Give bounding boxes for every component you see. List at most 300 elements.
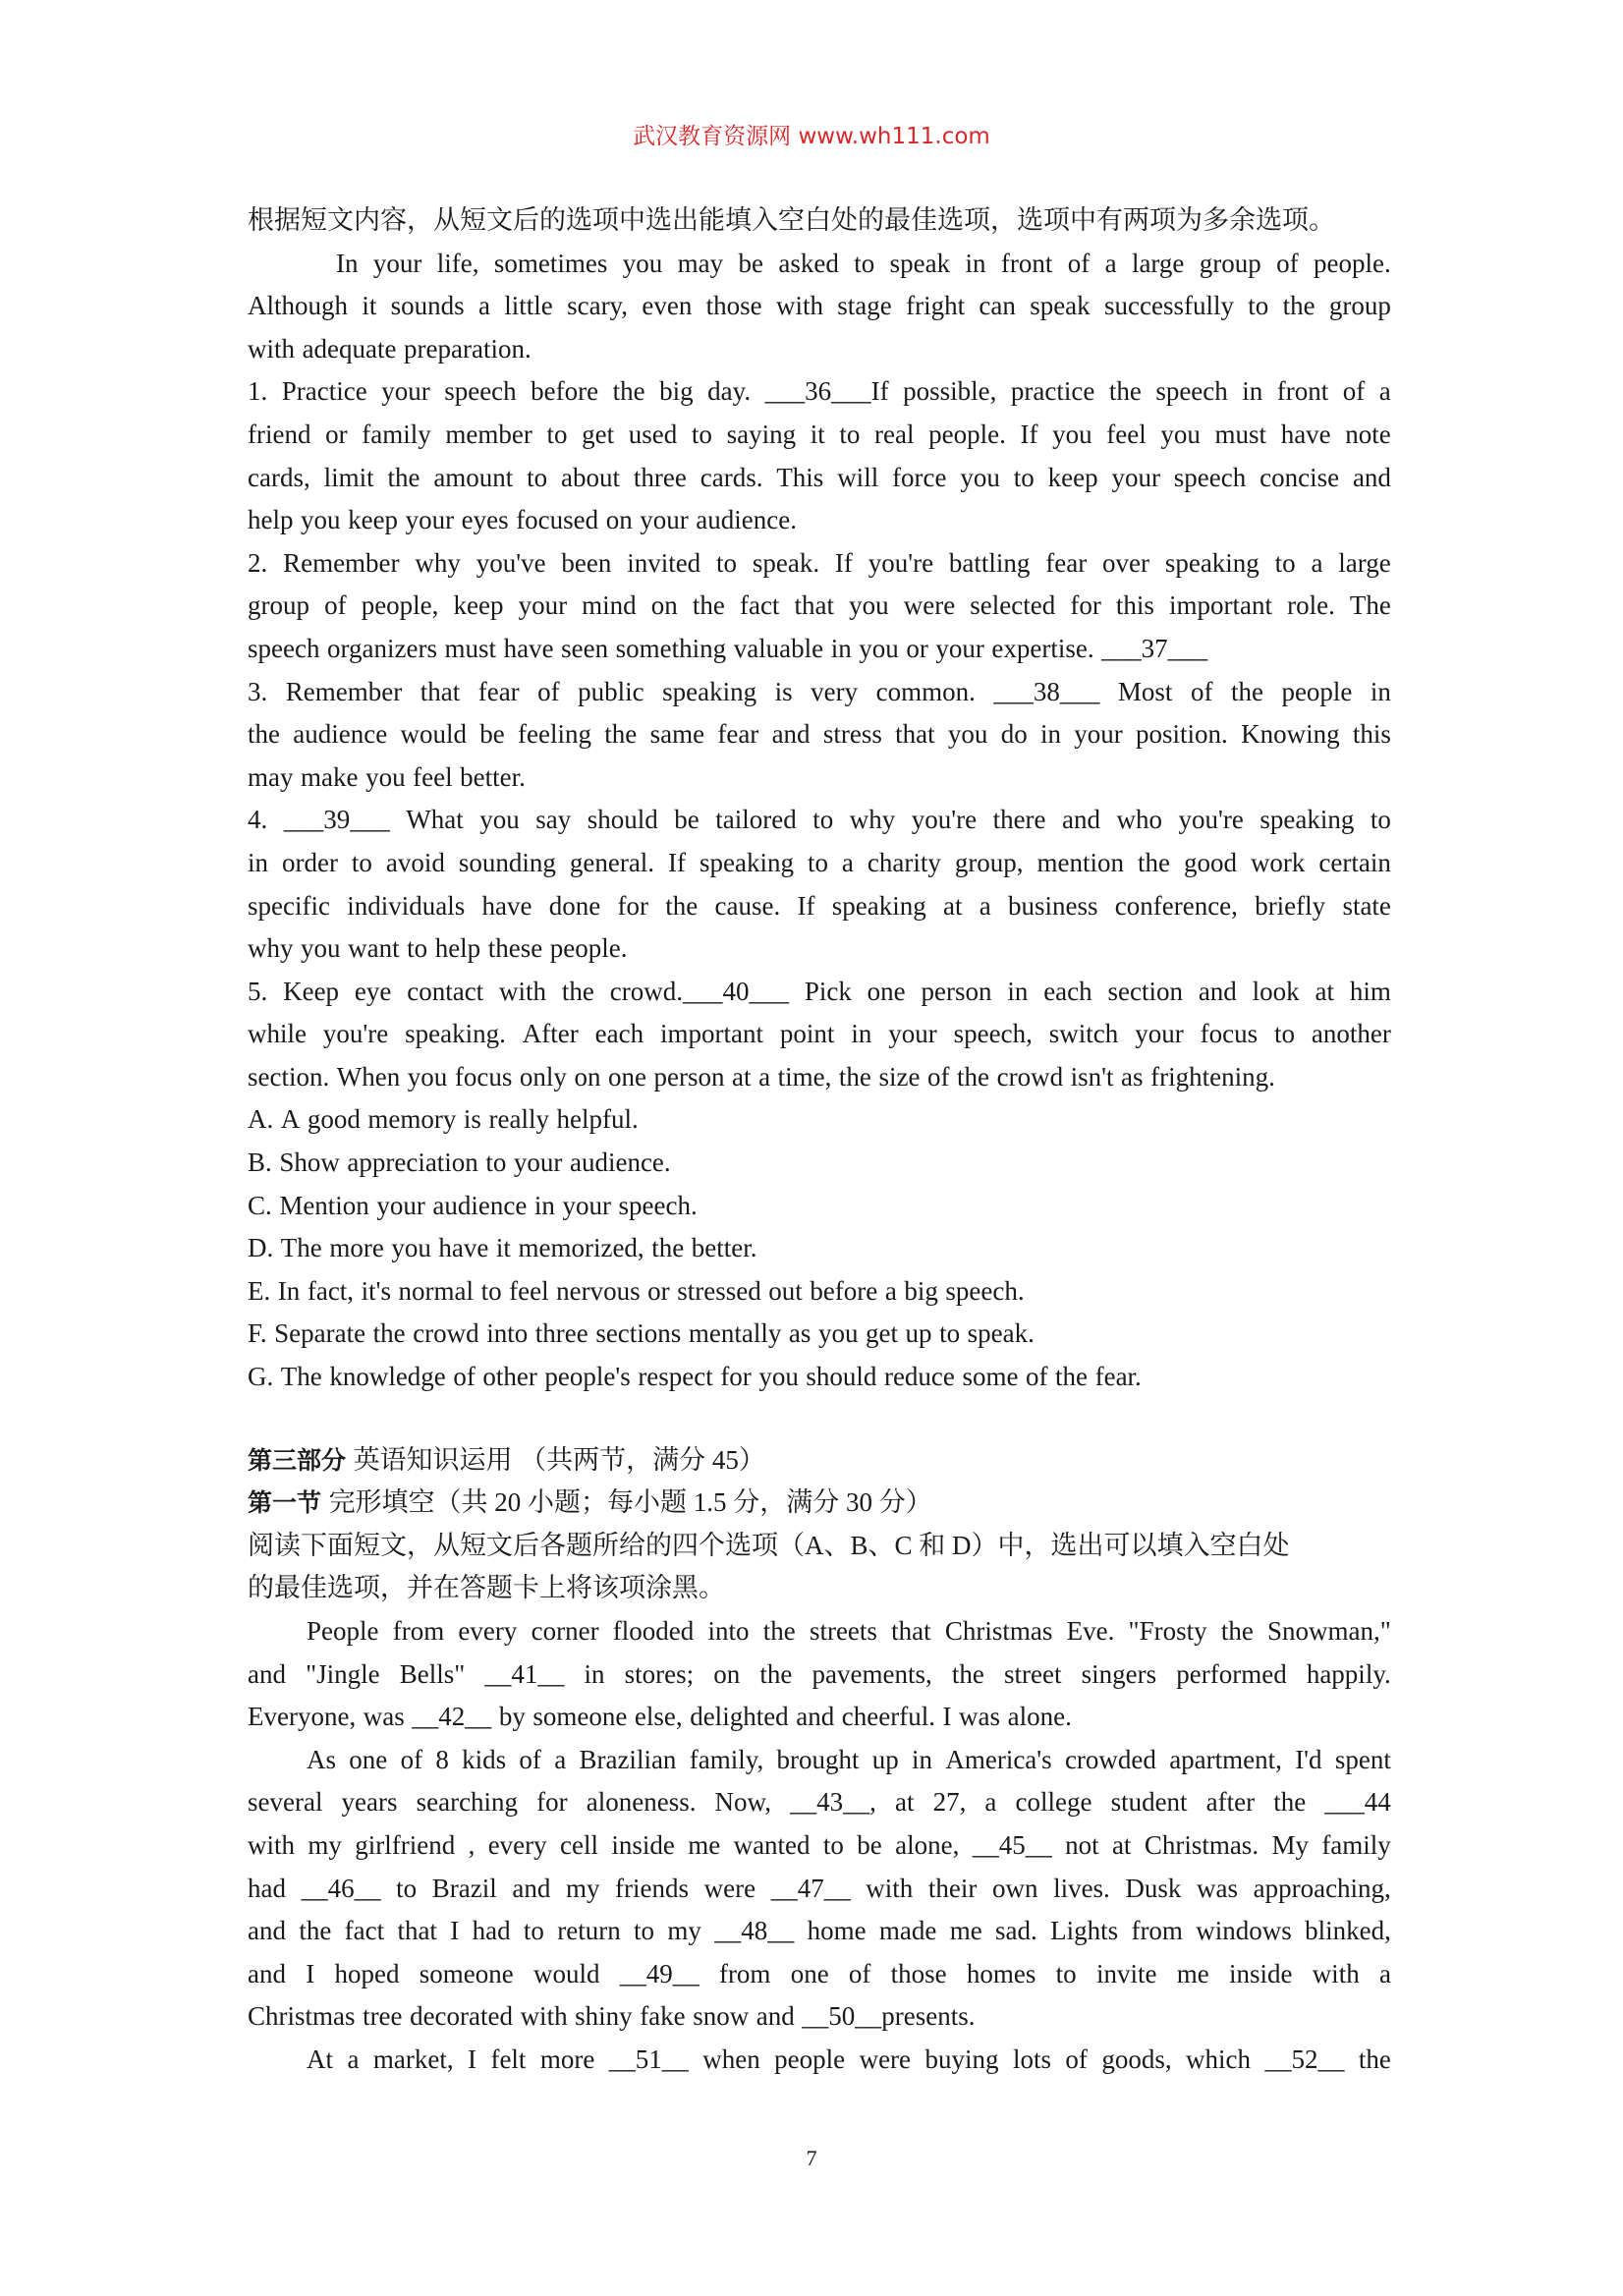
word: front xyxy=(1000,248,1053,278)
word: fact xyxy=(739,590,780,621)
word: you xyxy=(817,1318,859,1349)
word: into xyxy=(486,1318,529,1349)
word: stress xyxy=(822,719,882,750)
word: in xyxy=(584,1658,605,1689)
word: other xyxy=(482,1362,537,1392)
text-line xyxy=(248,542,1391,586)
word: a xyxy=(477,291,490,321)
word: 3. xyxy=(248,676,268,706)
word: hoped xyxy=(334,1958,400,1988)
word: note xyxy=(1345,419,1391,449)
word: the xyxy=(561,976,594,1006)
word: to xyxy=(1274,1019,1296,1049)
word: delighted xyxy=(690,1702,789,1732)
word: speaking. xyxy=(405,1019,506,1049)
word: cards, xyxy=(248,462,310,492)
word: conference, xyxy=(1114,890,1238,921)
word: even xyxy=(642,291,693,321)
word: switch xyxy=(1048,1019,1119,1049)
word: business xyxy=(1007,890,1098,921)
answer-blank: ___37___ xyxy=(1101,633,1208,663)
word: If xyxy=(1020,419,1038,449)
word: group xyxy=(1199,248,1261,278)
word: section. xyxy=(248,1061,330,1092)
word: at xyxy=(894,1787,915,1818)
text-line xyxy=(248,1910,1391,1953)
word: were xyxy=(859,2044,912,2074)
word: 第一节 xyxy=(248,1488,322,1518)
word: it xyxy=(810,419,825,449)
word: up xyxy=(905,1318,932,1349)
word: my xyxy=(308,1829,342,1860)
word: I xyxy=(942,1702,952,1732)
word: to xyxy=(822,1829,844,1860)
word: each xyxy=(594,1019,644,1049)
word: the xyxy=(1282,291,1315,321)
word: my xyxy=(565,1873,600,1903)
word: mention xyxy=(1036,847,1125,877)
word: done xyxy=(548,890,601,921)
word: to xyxy=(407,933,428,964)
word: Although xyxy=(248,291,349,321)
word: valuable xyxy=(733,633,824,663)
text-line xyxy=(248,1013,1391,1056)
word: Show xyxy=(279,1148,340,1178)
word: family xyxy=(362,419,431,449)
word: be xyxy=(738,248,763,278)
word: F. xyxy=(248,1318,267,1349)
word: those xyxy=(705,291,762,321)
word: cards. xyxy=(700,462,763,492)
word: force xyxy=(892,462,947,492)
word: him xyxy=(1349,976,1391,1006)
word: the xyxy=(762,1616,796,1646)
text-line xyxy=(248,285,1391,328)
word: get xyxy=(582,419,615,449)
word: section xyxy=(1107,976,1183,1006)
word: to xyxy=(546,419,568,449)
word: people. xyxy=(549,933,628,964)
word: sad. xyxy=(995,1916,1037,1946)
text-line xyxy=(248,1995,1391,2039)
word: person xyxy=(653,1061,725,1092)
word: Knowing xyxy=(1241,719,1340,750)
word: crowded xyxy=(1064,1744,1156,1774)
word: I xyxy=(468,2044,477,2074)
word: position. xyxy=(1136,719,1228,750)
word: Remember xyxy=(283,547,400,578)
word: to xyxy=(812,805,834,835)
word: better. xyxy=(691,1233,757,1263)
word: should xyxy=(806,1362,877,1392)
answer-blank: ___38___ xyxy=(993,676,1100,706)
word: expertise. xyxy=(991,633,1094,663)
word: your xyxy=(518,590,568,621)
word: a xyxy=(554,1744,567,1774)
word: little xyxy=(504,291,553,321)
word: The xyxy=(1349,590,1391,621)
word: the xyxy=(759,1658,793,1689)
word: your xyxy=(405,505,455,535)
word: keep xyxy=(348,505,399,535)
text-line xyxy=(248,713,1391,756)
word: you xyxy=(1052,419,1092,449)
word: only xyxy=(519,1061,567,1092)
word: memorized, xyxy=(518,1233,644,1263)
word: for xyxy=(720,1362,752,1392)
word: "Frosty xyxy=(1128,1616,1207,1646)
word: this xyxy=(1352,719,1391,750)
word: brought xyxy=(776,1744,860,1774)
word: stressed xyxy=(677,1275,761,1306)
word: approaching, xyxy=(1253,1873,1391,1903)
word: your xyxy=(935,633,984,663)
word: feel xyxy=(1106,419,1147,449)
word: stage xyxy=(837,291,892,321)
word: your xyxy=(1135,1019,1184,1049)
word: If xyxy=(834,547,853,578)
document-body xyxy=(248,199,1391,2082)
word: why xyxy=(415,547,461,578)
word: be xyxy=(479,719,505,750)
word: speech. xyxy=(945,1275,1025,1306)
word: Snowman," xyxy=(1267,1616,1391,1646)
word: corner xyxy=(531,1616,599,1646)
word: help xyxy=(434,933,481,964)
word: sounding xyxy=(458,847,556,877)
word: state xyxy=(1342,890,1391,921)
word: to xyxy=(807,847,828,877)
answer-blank: ___44 xyxy=(1324,1787,1391,1818)
word: front xyxy=(1276,376,1329,407)
word: your xyxy=(888,1019,937,1049)
word: the xyxy=(248,719,280,750)
word: organizers xyxy=(327,633,437,663)
word: Lights xyxy=(1050,1916,1119,1946)
word: of xyxy=(1065,2044,1088,2074)
word: good xyxy=(307,1104,361,1135)
word: and xyxy=(248,1658,286,1689)
word: day. xyxy=(707,376,752,407)
word: you xyxy=(947,719,988,750)
word: alone, xyxy=(895,1829,960,1860)
word: out xyxy=(768,1275,803,1306)
word: with xyxy=(1312,1958,1360,1988)
word: there xyxy=(992,805,1046,835)
word: As xyxy=(307,1744,337,1774)
word: people. xyxy=(928,419,1006,449)
word: fear xyxy=(477,676,520,706)
word: Brazil xyxy=(431,1873,497,1903)
word: to xyxy=(1370,805,1391,835)
word: the xyxy=(1055,1362,1089,1392)
word: and xyxy=(796,1702,835,1732)
word: to xyxy=(854,248,875,278)
word: three xyxy=(633,462,687,492)
word: fact xyxy=(344,1916,385,1946)
word: E. xyxy=(248,1275,271,1306)
word: that xyxy=(895,719,935,750)
word: in xyxy=(1370,676,1391,706)
word: to xyxy=(523,1916,544,1946)
word: My xyxy=(1271,1829,1309,1860)
word: the xyxy=(1108,376,1142,407)
word: of xyxy=(927,1061,950,1092)
word: speech, xyxy=(953,1019,1033,1049)
word: speak xyxy=(889,248,951,278)
word: your xyxy=(1074,719,1123,750)
word: Brazilian xyxy=(579,1744,677,1774)
word: searching xyxy=(416,1787,519,1818)
text-line xyxy=(248,1610,1391,1653)
word: blinked, xyxy=(1305,1916,1391,1946)
word: speech xyxy=(248,633,320,663)
text-line xyxy=(248,2039,1391,2082)
word: audience xyxy=(432,1190,528,1220)
word: invited xyxy=(627,547,701,578)
word: possible, xyxy=(903,376,997,407)
text-line xyxy=(248,1696,1391,1739)
word: your xyxy=(640,505,689,535)
word: eye xyxy=(354,976,392,1006)
answer-blank: ___36___If xyxy=(764,376,889,407)
word: "Jingle xyxy=(306,1658,380,1689)
word: 的最佳选项，并在答题卡上将该项涂黑。 xyxy=(248,1573,725,1603)
text-line xyxy=(248,328,1391,371)
word: is xyxy=(463,1104,481,1135)
word: before xyxy=(531,376,599,407)
word: before xyxy=(810,1275,878,1306)
word: If xyxy=(668,847,687,877)
word: lots xyxy=(1012,2044,1051,2074)
word: in xyxy=(1242,376,1263,407)
word: should xyxy=(587,805,658,835)
word: which xyxy=(1186,2044,1252,2074)
word: make xyxy=(301,761,359,792)
word: homes xyxy=(966,1958,1036,1988)
word: contact xyxy=(407,976,484,1006)
word: fact, xyxy=(307,1275,355,1306)
word: a xyxy=(884,1275,897,1306)
word: your xyxy=(372,248,422,278)
word: is xyxy=(774,676,793,706)
word: was xyxy=(363,1702,405,1732)
answer-blank: ___39___ xyxy=(283,805,390,835)
word: to xyxy=(1055,1958,1077,1988)
word: to xyxy=(527,462,548,492)
text-line xyxy=(248,1056,1391,1099)
word: tree xyxy=(363,2001,403,2032)
word: you're xyxy=(911,805,978,835)
word: fright xyxy=(906,291,966,321)
word: these xyxy=(487,933,543,964)
word: knowledge xyxy=(329,1362,446,1392)
word: individuals xyxy=(347,890,466,921)
word: People xyxy=(307,1616,379,1646)
word: invite xyxy=(1095,1958,1157,1988)
word: at xyxy=(732,1061,752,1092)
word: buying xyxy=(924,2044,999,2074)
word: crowd xyxy=(996,1061,1064,1092)
word: Pick xyxy=(804,976,852,1006)
word: feel xyxy=(509,1275,549,1306)
word: very xyxy=(811,676,859,706)
word: In xyxy=(336,248,359,278)
word: years xyxy=(341,1787,398,1818)
word: life, xyxy=(436,248,479,278)
word: or xyxy=(647,1275,670,1306)
word: over xyxy=(1102,547,1149,578)
word: my xyxy=(667,1916,701,1946)
word: of xyxy=(1276,248,1299,278)
word: Everyone, xyxy=(248,1702,357,1732)
word: felt xyxy=(490,2044,527,2074)
word: sounds xyxy=(390,291,465,321)
word: was xyxy=(959,1702,1001,1732)
word: Most xyxy=(1117,676,1173,706)
word: as xyxy=(788,1318,812,1349)
word: home xyxy=(807,1916,867,1946)
word: a xyxy=(1378,376,1391,407)
word: real xyxy=(874,419,915,449)
word: can xyxy=(979,291,1016,321)
word: be xyxy=(674,805,700,835)
word: Eve. xyxy=(1066,1616,1115,1646)
word: with xyxy=(520,2001,568,2032)
word: sometimes xyxy=(493,248,608,278)
word: G. xyxy=(248,1362,274,1392)
word: I'd xyxy=(1295,1744,1322,1774)
word: Keep xyxy=(283,976,340,1006)
word: certain xyxy=(1318,847,1391,877)
word: cheerful. xyxy=(841,1702,935,1732)
word: and xyxy=(771,719,811,750)
word: one xyxy=(607,1061,646,1092)
word: fear xyxy=(1045,547,1088,578)
answer-blank: __45__ xyxy=(972,1829,1052,1860)
word: tailored xyxy=(715,805,797,835)
word: with xyxy=(499,976,547,1006)
word: and xyxy=(1062,805,1101,835)
word: been xyxy=(561,547,612,578)
word: from xyxy=(718,1958,771,1988)
word: Practice xyxy=(281,376,367,407)
answer-blank: __48__ xyxy=(714,1916,795,1946)
section-gap xyxy=(248,1399,1391,1439)
answer-blank: __42__ xyxy=(412,1702,492,1732)
word: to xyxy=(351,847,372,877)
answer-blank: __49__ xyxy=(619,1958,700,1988)
word: helpful. xyxy=(556,1104,639,1135)
word: would xyxy=(532,1958,600,1988)
word: big xyxy=(904,1275,938,1306)
word: Remember xyxy=(285,676,403,706)
word: 8 xyxy=(435,1744,449,1774)
word: I xyxy=(450,1916,460,1946)
word: focus xyxy=(454,1061,513,1092)
word: feel xyxy=(413,761,453,792)
text-line xyxy=(248,1567,1391,1610)
text-line xyxy=(248,1739,1391,1782)
word: you're xyxy=(1178,805,1244,835)
word: in xyxy=(1039,719,1061,750)
text-line xyxy=(248,799,1391,842)
word: performed xyxy=(1176,1658,1287,1689)
word: This xyxy=(776,462,824,492)
word: want xyxy=(348,933,400,964)
word: Dusk xyxy=(1125,1873,1182,1903)
word: 英语知识运用 xyxy=(353,1444,513,1475)
word: to xyxy=(1274,547,1296,578)
word: keep xyxy=(1047,462,1098,492)
word: kids xyxy=(462,1744,507,1774)
word: person xyxy=(921,976,992,1006)
word: group xyxy=(248,590,309,621)
word: shiny xyxy=(575,2001,633,2032)
word: something xyxy=(615,633,727,663)
word: on xyxy=(605,505,633,535)
word: 27, xyxy=(932,1787,967,1818)
word: flooded xyxy=(612,1616,695,1646)
word: for xyxy=(536,1787,568,1818)
word: the xyxy=(951,1658,984,1689)
word: three xyxy=(534,1318,588,1349)
word: for xyxy=(1070,590,1101,621)
word: At xyxy=(307,2044,333,2074)
text-line xyxy=(248,1185,1391,1228)
text-line xyxy=(248,1953,1391,1996)
word: size xyxy=(878,1061,921,1092)
word: in xyxy=(912,1744,933,1774)
word: respect xyxy=(638,1362,713,1392)
word: that xyxy=(397,1916,437,1946)
word: college xyxy=(1015,1787,1092,1818)
word: audience. xyxy=(696,505,797,535)
word: was xyxy=(1197,1873,1239,1903)
page-number: 7 xyxy=(806,2146,817,2170)
word: family xyxy=(1321,1829,1391,1860)
word: for xyxy=(617,890,648,921)
word: public xyxy=(578,676,644,706)
word: cell xyxy=(560,1829,598,1860)
word: some xyxy=(962,1362,1019,1392)
word: speech. xyxy=(618,1190,698,1220)
word: D. xyxy=(248,1233,274,1263)
text-line xyxy=(248,1313,1391,1356)
word: have xyxy=(1280,419,1331,449)
word: asked xyxy=(778,248,839,278)
word: street xyxy=(1004,1658,1062,1689)
word: a xyxy=(758,1061,771,1092)
word: the xyxy=(957,1061,990,1092)
word: family, xyxy=(689,1744,764,1774)
text-line xyxy=(248,628,1391,671)
word: streets xyxy=(809,1616,877,1646)
word: common. xyxy=(875,676,976,706)
word: on xyxy=(713,1658,741,1689)
word: frightening. xyxy=(1150,1061,1275,1092)
word: with xyxy=(775,291,823,321)
word: me xyxy=(1176,1958,1209,1988)
word: in xyxy=(248,847,269,877)
word: the xyxy=(372,1318,406,1349)
word: else, xyxy=(634,1702,683,1732)
word: market, xyxy=(372,2044,454,2074)
word: apartment, xyxy=(1169,1744,1282,1774)
word: must xyxy=(1214,419,1267,449)
word: Bells" xyxy=(399,1658,466,1689)
word: you xyxy=(859,633,899,663)
